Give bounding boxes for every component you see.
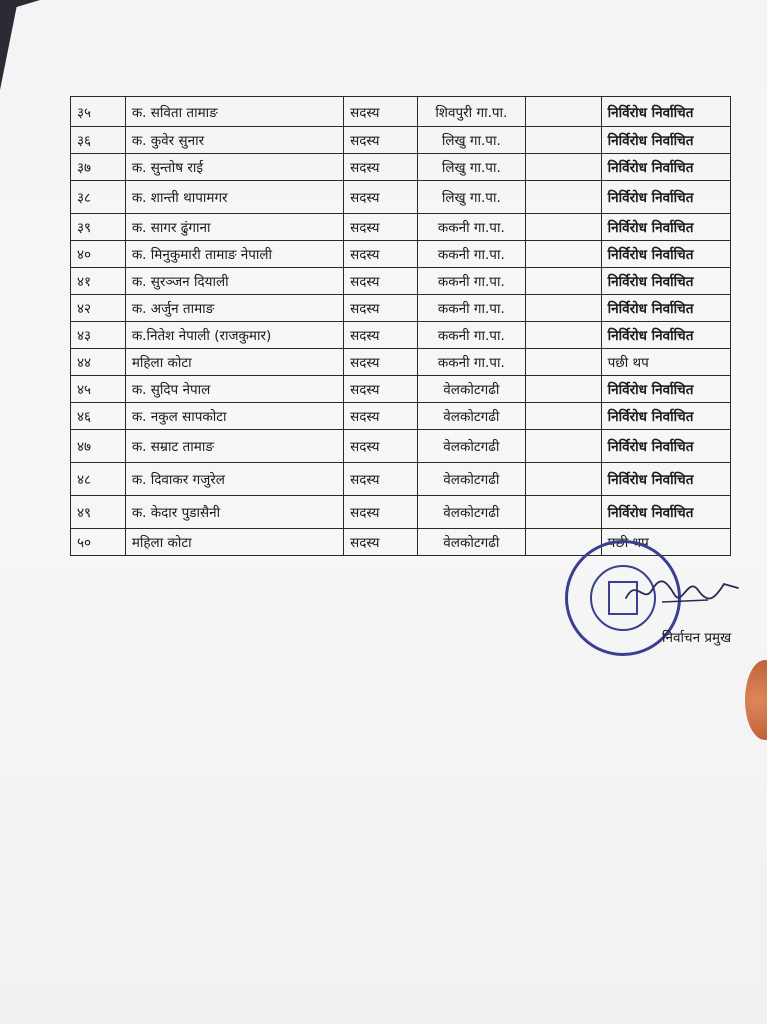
- blank-cell: [526, 430, 602, 463]
- blank-cell: [526, 181, 602, 214]
- status-cell: पछी थप: [601, 349, 730, 376]
- serial-cell: ४२: [71, 295, 126, 322]
- name-cell: क. सुन्तोष राई: [125, 154, 343, 181]
- place-cell: शिवपुरी गा.पा.: [417, 97, 526, 127]
- place-cell: ककनी गा.पा.: [417, 322, 526, 349]
- status-cell: निर्विरोध निर्वाचित: [601, 403, 730, 430]
- blank-cell: [526, 295, 602, 322]
- blank-cell: [526, 241, 602, 268]
- role-cell: सदस्य: [344, 127, 417, 154]
- role-cell: सदस्य: [344, 403, 417, 430]
- status-cell: निर्विरोध निर्वाचित: [601, 322, 730, 349]
- serial-cell: ४५: [71, 376, 126, 403]
- serial-cell: ३८: [71, 181, 126, 214]
- serial-cell: ५०: [71, 529, 126, 556]
- blank-cell: [526, 376, 602, 403]
- table-row: [71, 376, 731, 403]
- place-cell: वेलकोटगढी: [417, 529, 526, 556]
- role-cell: सदस्य: [344, 529, 417, 556]
- place-cell: वेलकोटगढी: [417, 496, 526, 529]
- name-cell: क. सागर ढुंगाना: [125, 214, 343, 241]
- table-row: [71, 127, 731, 154]
- table-row: [71, 403, 731, 430]
- role-cell: सदस्य: [344, 496, 417, 529]
- background-corner-edge: [0, 0, 40, 12]
- status-cell: निर्विरोध निर्वाचित: [601, 181, 730, 214]
- table-row: [71, 214, 731, 241]
- place-cell: लिखु गा.पा.: [417, 127, 526, 154]
- role-cell: सदस्य: [344, 295, 417, 322]
- table-row: [71, 430, 731, 463]
- signature: [622, 570, 742, 610]
- place-cell: लिखु गा.पा.: [417, 154, 526, 181]
- serial-cell: ३७: [71, 154, 126, 181]
- role-cell: सदस्य: [344, 241, 417, 268]
- status-cell: निर्विरोध निर्वाचित: [601, 214, 730, 241]
- blank-cell: [526, 268, 602, 295]
- blank-cell: [526, 214, 602, 241]
- table-row: [71, 463, 731, 496]
- place-cell: वेलकोटगढी: [417, 403, 526, 430]
- name-cell: महिला कोटा: [125, 529, 343, 556]
- name-cell: क. सविता तामाङ: [125, 97, 343, 127]
- status-cell: निर्विरोध निर्वाचित: [601, 463, 730, 496]
- place-cell: ककनी गा.पा.: [417, 268, 526, 295]
- role-cell: सदस्य: [344, 349, 417, 376]
- blank-cell: [526, 463, 602, 496]
- status-cell: निर्विरोध निर्वाचित: [601, 496, 730, 529]
- name-cell: क. केदार पुडासैनी: [125, 496, 343, 529]
- role-cell: सदस्य: [344, 430, 417, 463]
- name-cell: क. दिवाकर गजुरेल: [125, 463, 343, 496]
- role-cell: सदस्य: [344, 322, 417, 349]
- role-cell: सदस्य: [344, 376, 417, 403]
- name-cell: क. अर्जुन तामाङ: [125, 295, 343, 322]
- table-row: [71, 241, 731, 268]
- serial-cell: ३६: [71, 127, 126, 154]
- blank-cell: [526, 322, 602, 349]
- serial-cell: ४४: [71, 349, 126, 376]
- table-row: [71, 154, 731, 181]
- status-cell: पछी थप: [601, 529, 730, 556]
- blank-cell: [526, 349, 602, 376]
- background-corner: [0, 0, 18, 90]
- blank-cell: [526, 496, 602, 529]
- name-cell: महिला कोटा: [125, 349, 343, 376]
- table-row: [71, 268, 731, 295]
- name-cell: क. सुरञ्जन दियाली: [125, 268, 343, 295]
- table-row: [71, 97, 731, 127]
- place-cell: लिखु गा.पा.: [417, 181, 526, 214]
- status-cell: निर्विरोध निर्वाचित: [601, 97, 730, 127]
- place-cell: ककनी गा.पा.: [417, 214, 526, 241]
- table-row: [71, 181, 731, 214]
- role-cell: सदस्य: [344, 97, 417, 127]
- candidate-table: [70, 96, 731, 556]
- election-chief-label: निर्वाचन प्रमुख: [662, 630, 732, 646]
- name-cell: क. शान्ती थापामगर: [125, 181, 343, 214]
- place-cell: ककनी गा.पा.: [417, 349, 526, 376]
- role-cell: सदस्य: [344, 214, 417, 241]
- serial-cell: ४३: [71, 322, 126, 349]
- name-cell: क.नितेश नेपाली (राजकुमार): [125, 322, 343, 349]
- blank-cell: [526, 154, 602, 181]
- name-cell: क. नकुल सापकोटा: [125, 403, 343, 430]
- table-row: [71, 295, 731, 322]
- serial-cell: ४०: [71, 241, 126, 268]
- role-cell: सदस्य: [344, 154, 417, 181]
- status-cell: निर्विरोध निर्वाचित: [601, 127, 730, 154]
- serial-cell: ४८: [71, 463, 126, 496]
- serial-cell: ४६: [71, 403, 126, 430]
- status-cell: निर्विरोध निर्वाचित: [601, 241, 730, 268]
- status-cell: निर्विरोध निर्वाचित: [601, 268, 730, 295]
- role-cell: सदस्य: [344, 268, 417, 295]
- status-cell: निर्विरोध निर्वाचित: [601, 376, 730, 403]
- status-cell: निर्विरोध निर्वाचित: [601, 295, 730, 322]
- status-cell: निर्विरोध निर्वाचित: [601, 154, 730, 181]
- serial-cell: ४१: [71, 268, 126, 295]
- place-cell: वेलकोटगढी: [417, 376, 526, 403]
- table-row: [71, 322, 731, 349]
- serial-cell: ३९: [71, 214, 126, 241]
- place-cell: वेलकोटगढी: [417, 430, 526, 463]
- serial-cell: ४९: [71, 496, 126, 529]
- table-row: [71, 496, 731, 529]
- name-cell: क. सम्राट तामाङ: [125, 430, 343, 463]
- blank-cell: [526, 127, 602, 154]
- role-cell: सदस्य: [344, 463, 417, 496]
- name-cell: क. सुदिप नेपाल: [125, 376, 343, 403]
- blank-cell: [526, 403, 602, 430]
- place-cell: वेलकोटगढी: [417, 463, 526, 496]
- serial-cell: ४७: [71, 430, 126, 463]
- blank-cell: [526, 97, 602, 127]
- place-cell: ककनी गा.पा.: [417, 241, 526, 268]
- place-cell: ककनी गा.पा.: [417, 295, 526, 322]
- name-cell: क. कुवेर सुनार: [125, 127, 343, 154]
- table-row: [71, 349, 731, 376]
- name-cell: क. मिनुकुमारी तामाङ नेपाली: [125, 241, 343, 268]
- role-cell: सदस्य: [344, 181, 417, 214]
- status-cell: निर्विरोध निर्वाचित: [601, 430, 730, 463]
- serial-cell: ३५: [71, 97, 126, 127]
